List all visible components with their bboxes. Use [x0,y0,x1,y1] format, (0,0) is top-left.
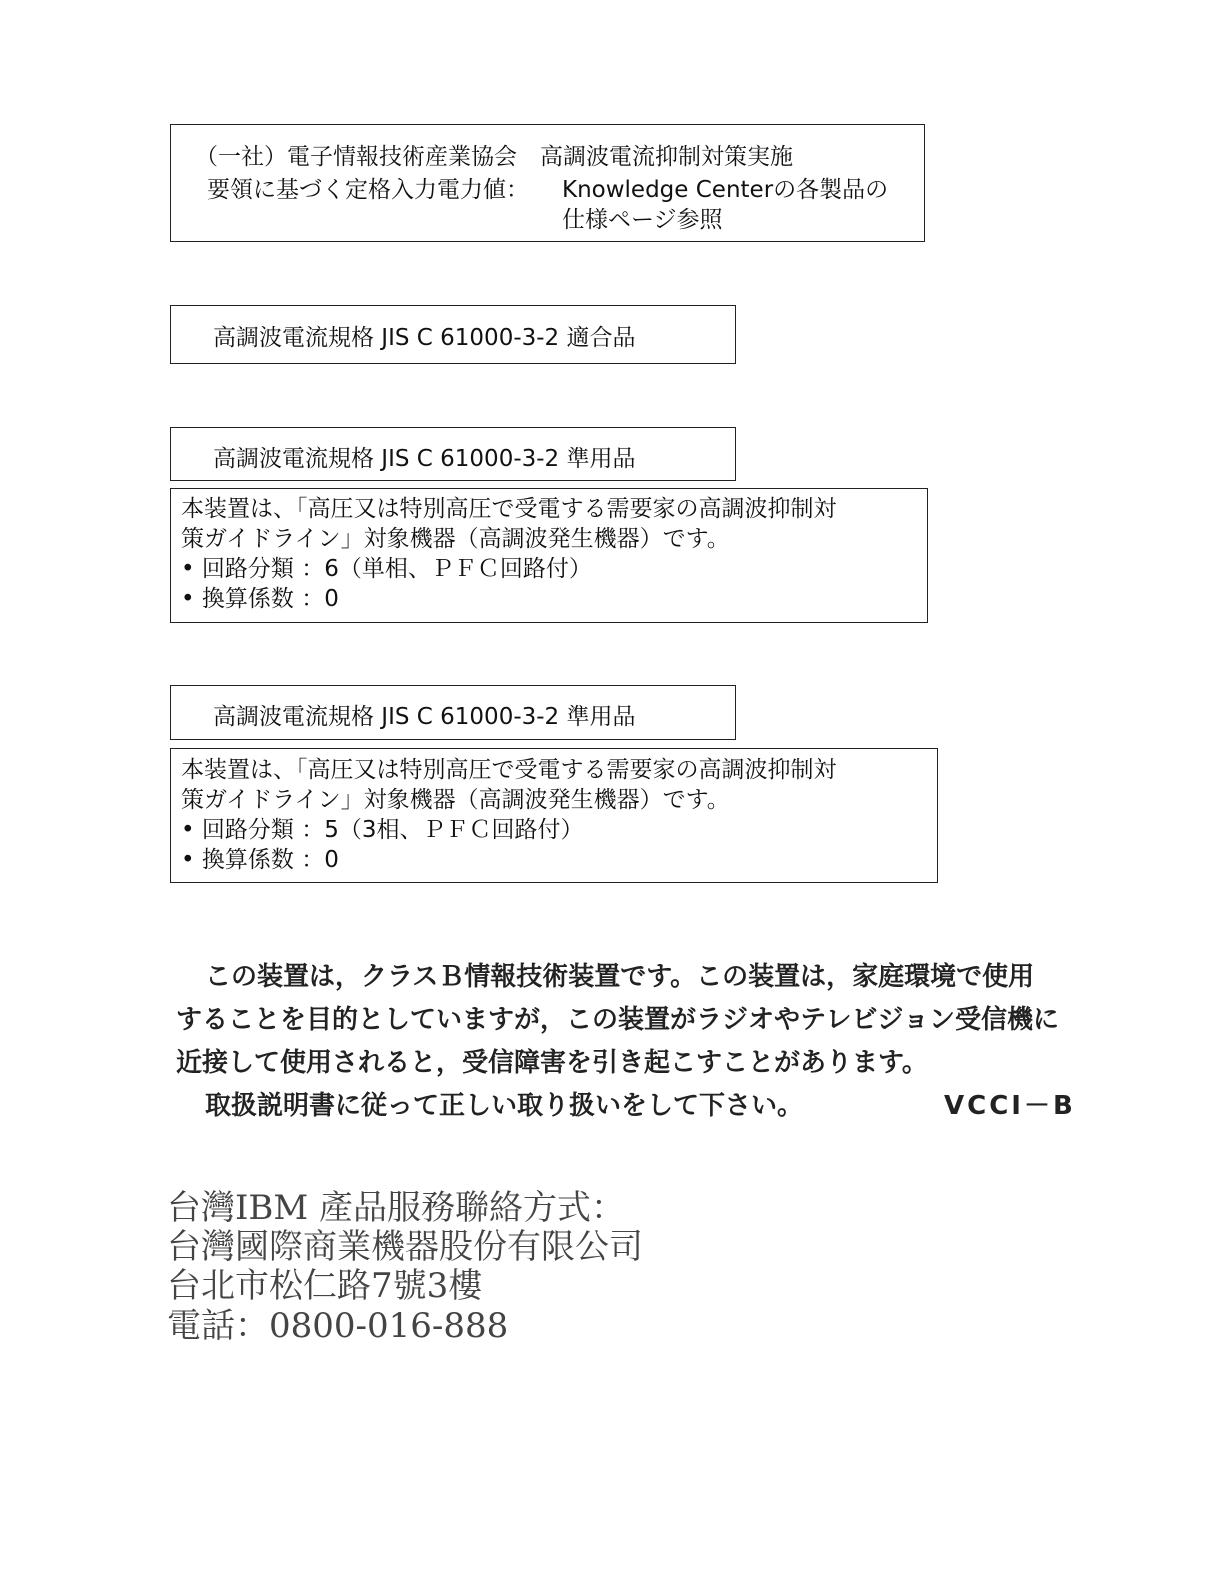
harmonic-applied-single-phase-title: 高調波電流規格 JIS C 61000-3-2 準用品 [213,446,636,472]
vcci-notice-line-2: することを目的としていますが，この装置がラジオやテレビジョン受信機に [176,1005,1059,1035]
taiwan-contact-heading: 台灣IBM 產品服務聯絡方式： [167,1188,626,1228]
vcci-notice-line-1: この装置は，クラスＢ情報技術装置です。この装置は，家庭環境で使用 [205,962,1035,992]
taiwan-phone: 電話：0800-016-888 [167,1306,509,1346]
vcci-notice-line-3: 近接して使用されると，受信障害を引き起こすことがあります。 [176,1048,928,1078]
three-phase-description-line-1: 本装置は、「高圧又は特別高圧で受電する需要家の高調波抑制対 [181,757,837,783]
rated-input-power-value: Knowledge Centerの各製品の [562,177,889,203]
single-phase-description-line-2: 策ガイドライン」対象機器（高調波発生機器）です。 [181,526,730,552]
three-phase-conversion-factor: • 換算係数 ：0 [181,847,339,873]
harmonic-applied-three-phase-title: 高調波電流規格 JIS C 61000-3-2 準用品 [213,704,636,730]
single-phase-conversion-factor: • 換算係数 ：0 [181,586,339,612]
taiwan-company-name: 台灣國際商業機器股份有限公司 [167,1227,643,1267]
taiwan-address: 台北市松仁路7號3樓 [167,1266,483,1306]
vcci-class-mark: VCCI－B [944,1091,1076,1121]
vcci-notice-line-4: 取扱説明書に従って正しい取り扱いをして下さい。 [205,1091,804,1121]
harmonic-conformance-title: 高調波電流規格 JIS C 61000-3-2 適合品 [213,325,636,351]
rated-input-power-heading: （一社）電子情報技術産業協会 高調波電流抑制対策実施 [195,144,793,170]
rated-input-power-value-cont: 仕様ページ参照 [562,207,723,233]
rated-input-power-label: 要領に基づく定格入力電力値： [207,177,529,203]
three-phase-circuit-class: • 回路分類 ：5（3相、ＰＦＣ回路付） [181,817,584,843]
single-phase-circuit-class: • 回路分類 ：6（単相、ＰＦＣ回路付） [181,556,592,582]
single-phase-description-line-1: 本装置は、「高圧又は特別高圧で受電する需要家の高調波抑制対 [181,496,837,522]
three-phase-description-line-2: 策ガイドライン」対象機器（高調波発生機器）です。 [181,787,730,813]
